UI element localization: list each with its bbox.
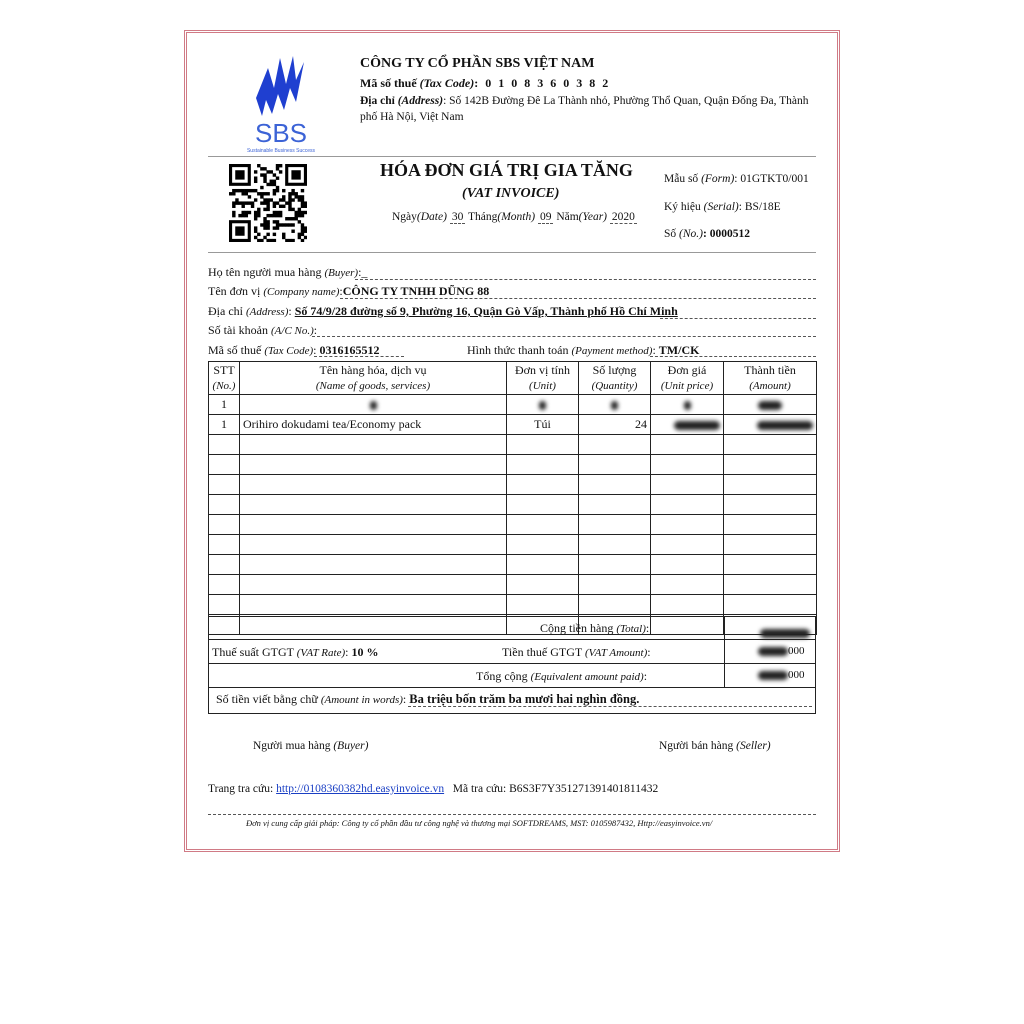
invoice-title: HÓA ĐƠN GIÁ TRỊ GIA TĂNG	[380, 160, 633, 180]
items-table	[208, 361, 817, 635]
header-amount: Thành tiền (Amount)	[724, 362, 817, 395]
header-name: Tên hàng hóa, dịch vụ (Name of goods, services)	[240, 362, 507, 395]
sbs-logo	[246, 50, 316, 155]
seller-tax: Mã số thuế (Tax Code): 0 1 0 8 3 6 0 3 8 2	[360, 76, 611, 90]
buyer-tax: Mã số thuế (Tax Code): 0316165512	[208, 343, 380, 357]
header-unit: Đơn vị tính (Unit)	[507, 362, 579, 395]
vat-amount-label: Tiền thuế GTGT (VAT Amount):	[502, 645, 651, 659]
table-row	[209, 495, 817, 515]
header-no: STT (No.)	[209, 362, 240, 395]
buyer-address: Địa chỉ (Address): Số 74/9/28 đường số 9, Phường 16, Quận Gò Vấp, Thành phố Hồ Chí Minh	[208, 304, 678, 318]
header-price: Đơn giá (Unit price)	[651, 362, 724, 395]
buyer-company: Tên đơn vị (Company name):CÔNG TY TNHH DŨNG 88	[208, 284, 490, 298]
table-row: 1	[209, 395, 817, 415]
table-row	[209, 555, 817, 575]
svg-text:SBS: SBS	[254, 118, 308, 148]
table-row	[209, 475, 817, 495]
table-row	[209, 515, 817, 535]
lookup-link[interactable]: http://0108360382hd.easyinvoice.vn	[276, 783, 445, 795]
buyer-account: Số tài khoản (A/C No.):	[208, 323, 318, 337]
seller-name: CÔNG TY CỔ PHẦN SBS VIỆT NAM	[360, 56, 595, 71]
serial-number: Ký hiệu (Serial): BS/18E	[664, 201, 781, 213]
seller-address: Địa chỉ (Address): Số 142B Đường Đê La Thành nhỏ, Phường Thổ Quan, Quận Đống Đa, Thành phố Hà Nội, Việt Nam	[360, 95, 809, 123]
table-row: 1 Orihiro dokudami tea/Economy pack Túi 24	[209, 415, 817, 435]
svg-text:Sustainable Business Success: Sustainable Business Success	[246, 148, 316, 154]
total-label: Cộng tiền hàng (Total):	[540, 621, 650, 635]
payment-method: Hình thức thanh toán (Payment method): TM/CK	[467, 343, 700, 357]
invoice-number: Số (No.): 0000512	[664, 228, 750, 240]
qr-code	[229, 164, 307, 242]
amount-in-words: Số tiền viết bằng chữ (Amount in words): Ba triệu bốn trăm ba mươi hai nghìn đồng.	[216, 692, 640, 706]
buyer-name: Họ tên người mua hàng (Buyer):_	[208, 265, 368, 279]
grand-total-label: Tổng cộng (Equivalent amount paid):	[476, 669, 648, 683]
lookup-info: Trang tra cứu: http://0108360382hd.easyinvoice.vn Mã tra cứu: B6S3F7Y351271391401811432	[208, 783, 659, 795]
header-qty: Số lượng (Quantity)	[579, 362, 651, 395]
provider-note: Đơn vị cung cấp giải pháp: Công ty cổ phần đầu tư công nghệ và thương mại SOFTDREAMS, MST: 0105987432, Http://easyinvoice.vn/	[246, 818, 713, 828]
buyer-signature: Người mua hàng (Buyer)	[253, 740, 369, 752]
table-row	[209, 535, 817, 555]
buyer-divider	[208, 252, 816, 253]
table-row	[209, 435, 817, 455]
vat-rate: Thuế suất GTGT (VAT Rate): 10 %	[212, 645, 379, 659]
invoice-date: Ngày(Date) 30 Tháng(Month) 09 Năm(Year) 2020	[392, 211, 635, 223]
header-divider	[208, 156, 816, 157]
table-row	[209, 455, 817, 475]
seller-signature: Người bán hàng (Seller)	[659, 740, 771, 752]
table-header-row	[209, 362, 817, 395]
vat-amount-value: 000	[758, 645, 805, 657]
invoice-subtitle: (VAT INVOICE)	[462, 186, 560, 201]
total-value	[760, 624, 810, 642]
table-row	[209, 575, 817, 595]
table-row	[209, 595, 817, 615]
form-number: Mẫu số (Form): 01GTKT0/001	[664, 173, 809, 185]
grand-total-value: 000	[758, 669, 805, 681]
